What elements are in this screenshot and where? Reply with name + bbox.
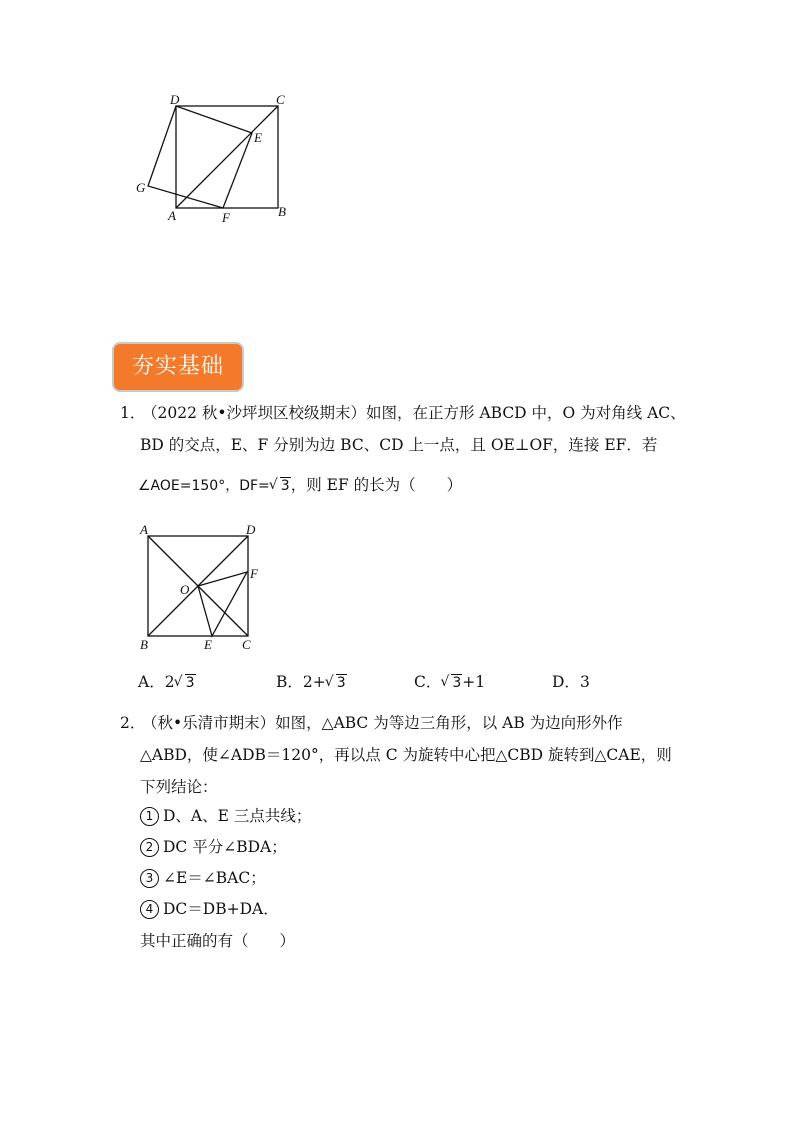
section-badge: 夯实基础 (112, 342, 244, 392)
q1-text-1: （2022 秋•沙坪坝区校级期末）如图，在正方形 ABCD 中，O 为对角线 AC、 (142, 404, 686, 422)
fig2-label-e: E (204, 637, 212, 652)
q1-option-b[interactable] (276, 672, 347, 693)
fig2-label-c: C (242, 637, 251, 652)
q1-option-d[interactable] (552, 672, 590, 692)
figure-square-rotation (130, 92, 300, 227)
q1-df-prefix: ，DF= (225, 478, 270, 494)
q1-option-a[interactable] (138, 672, 196, 693)
circled-number: 3 (140, 869, 159, 888)
q2-text-2: △ABD，使∠ADB＝120°，再以点 C 为旋转中心把△CBD 旋转到△CAE，则 (140, 746, 672, 764)
fig2-label-a: A (140, 522, 148, 537)
q2-text-1: （秋•乐清市期末）如图，△ABC 为等边三角形，以 AB 为边向形外作 (142, 714, 623, 732)
q1-text-2: BD 的交点，E、F 分别为边 BC、CD 上一点，且 OE⊥OF，连接 EF．若 (140, 436, 658, 454)
q2-closing-text: 其中正确的有（ ） (140, 932, 296, 950)
option-key: C． (414, 673, 442, 691)
option-pre: 2+ (302, 673, 326, 691)
option-post: +1 (462, 673, 486, 691)
figure-square-diagonals (136, 522, 271, 654)
fig2-label-b: B (140, 637, 148, 652)
sqrt-symbol (326, 673, 347, 693)
q1-radicand: 3 (280, 478, 290, 494)
q2-text-3: 下列结论： (140, 778, 218, 796)
q1-option-c[interactable] (414, 672, 485, 693)
label-a: A (168, 208, 176, 223)
label-g: G (136, 180, 146, 195)
fig2-label-o: O (180, 582, 190, 597)
label-e: E (254, 130, 262, 145)
circled-number: 1 (140, 807, 159, 826)
circled-number: 2 (140, 838, 159, 857)
fig2-label-d: D (246, 522, 256, 537)
sqrt-symbol (441, 673, 462, 693)
item-text: DC＝DB+DA． (163, 900, 279, 918)
label-f: F (222, 210, 230, 225)
option-key: B． (276, 673, 303, 691)
option-key: D． (552, 673, 580, 691)
option-key: A． (138, 673, 165, 691)
option-pre: 3 (579, 673, 590, 691)
fig2-label-f: F (250, 566, 258, 581)
q2-number: 2． (120, 714, 146, 732)
item-text: D、A、E 三点共线； (163, 807, 312, 825)
label-b: B (278, 204, 286, 219)
circled-number: 4 (140, 900, 159, 919)
label-d: D (170, 92, 180, 107)
option-radicand: 3 (452, 675, 462, 691)
label-c: C (276, 92, 285, 107)
q1-angle: ∠AOE=150° (138, 478, 226, 494)
sqrt-symbol (175, 673, 196, 693)
q1-number: 1． (120, 404, 146, 422)
option-radicand: 3 (185, 675, 195, 691)
option-pre: 2 (164, 673, 175, 691)
item-text: ∠E＝∠BAC； (163, 869, 266, 887)
sqrt-symbol (270, 476, 291, 496)
item-text: DC 平分∠BDA； (163, 838, 287, 856)
option-radicand: 3 (336, 675, 346, 691)
q1-text-3: ，则 EF 的长为（ ） (290, 476, 463, 494)
